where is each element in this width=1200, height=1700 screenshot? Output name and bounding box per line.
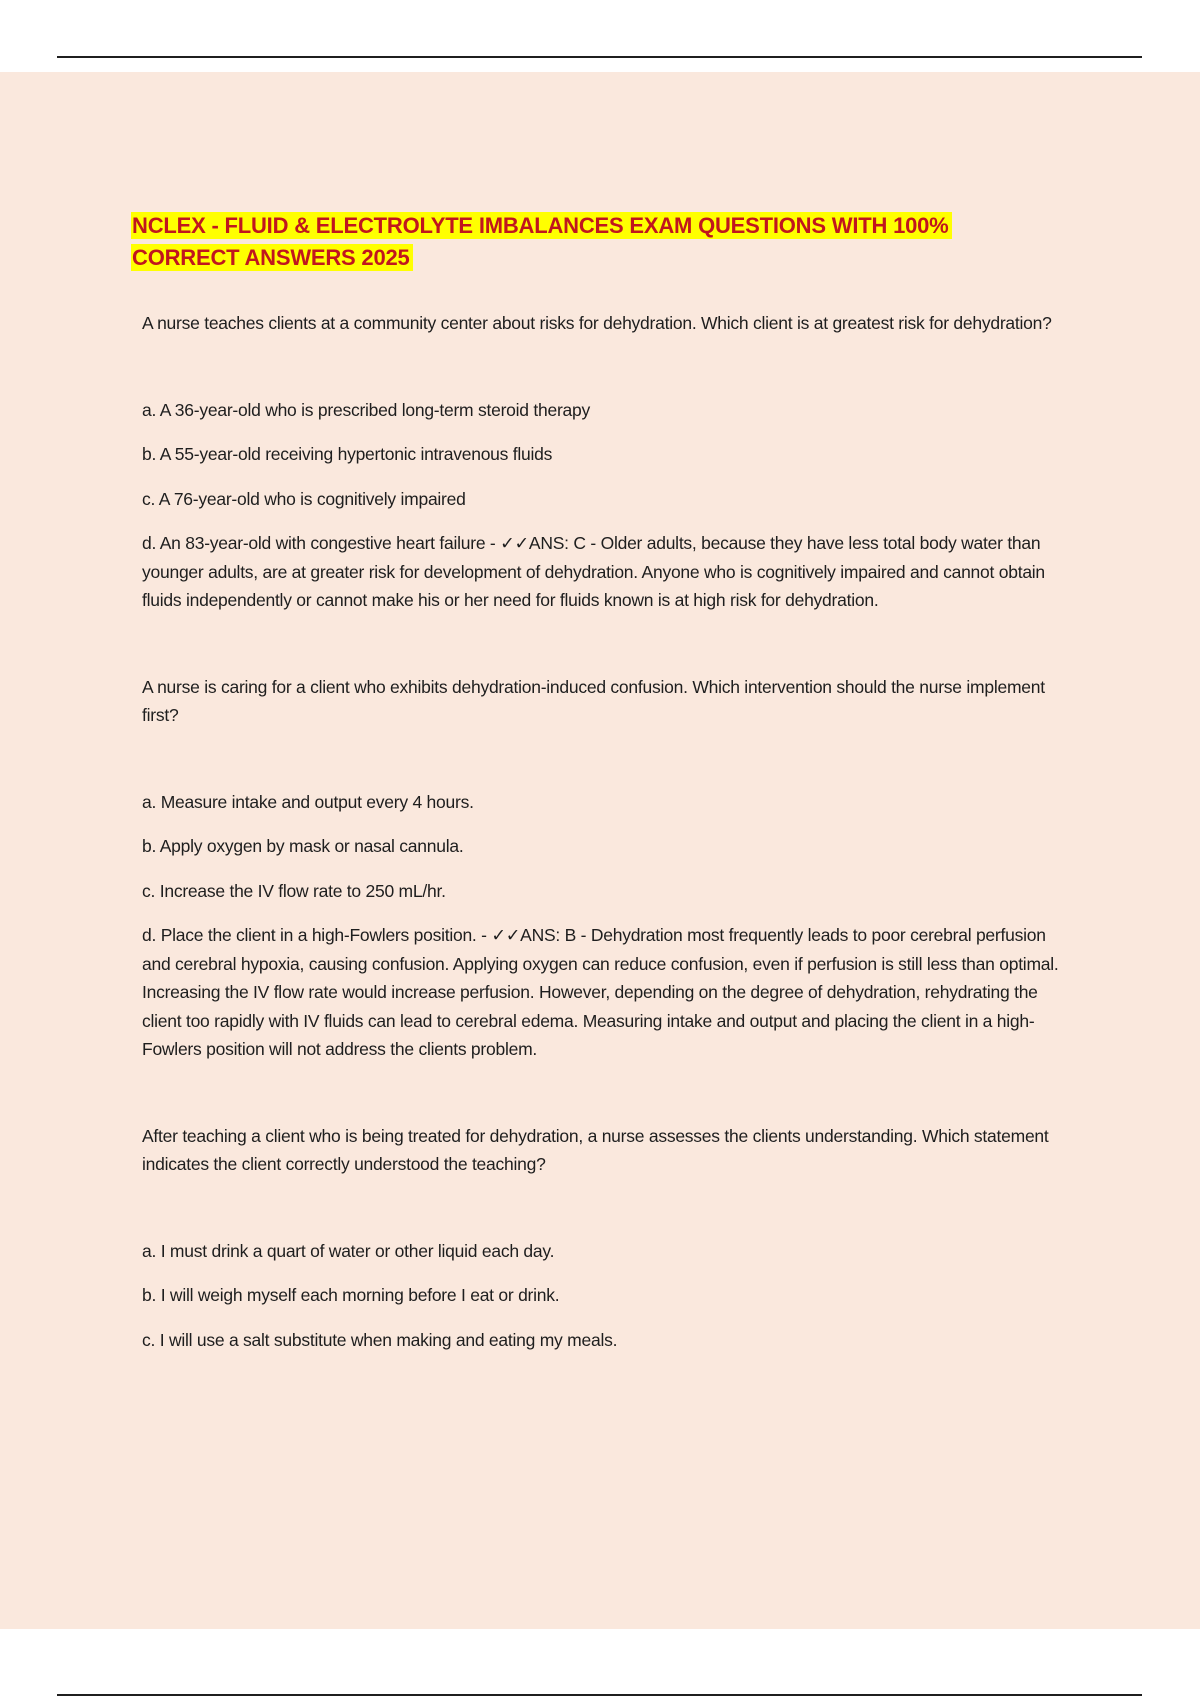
question-3-option-b: b. I will weigh myself each morning before I eat or drink. [142, 1285, 560, 1305]
question-block-3 [142, 1122, 1067, 1355]
question-1-option-b: b. A 55-year-old receiving hypertonic intravenous fluids [142, 444, 553, 464]
question-block-1 [142, 309, 1067, 615]
title-line-2: CORRECT ANSWERS 2025 [131, 244, 413, 271]
document-title [131, 210, 1031, 274]
question-1-option-d-answer: d. An 83-year-old with congestive heart failure - ✓✓ANS: C - Older adults, because they have less total body water than younger adults, are at greater risk for development of dehydration. Anyone who is cognitively impaired and cannot obtain fluids independently or cannot make his or her need for fluids known is at high risk for dehydration. [142, 533, 1045, 610]
question-2-option-b: b. Apply oxygen by mask or nasal cannula. [142, 836, 464, 856]
question-stem-1: A nurse teaches clients at a community center about risks for dehydration. Which client is at greatest risk for dehydration? [142, 313, 1052, 333]
question-1-option-c: c. A 76-year-old who is cognitively impaired [142, 488, 466, 509]
question-stem-3: After teaching a client who is being treated for dehydration, a nurse assesses the clients understanding. Which statement indicates the client correctly understood the teaching? [142, 1125, 1049, 1174]
question-1-option-a: a. A 36-year-old who is prescribed long-term steroid therapy [142, 399, 591, 420]
bottom-rule [57, 1694, 1142, 1696]
question-2-option-d-answer: d. Place the client in a high-Fowlers position. - ✓✓ANS: B - Dehydration most frequently leads to poor cerebral perfusion and cerebral hypoxia, causing confusion. Applying oxygen can reduce confusion, even if perfusion is still less than optimal. Increasing the IV flow rate would increase perfusion. However, depending on the degree of dehydration, rehydrating the client too rapidly with IV fluids can lead to cerebral edema. Measuring intake and output and placing the client in a high-Fowlers position will not address the clients problem. [142, 925, 1059, 1059]
question-2-option-a: a. Measure intake and output every 4 hours. [142, 791, 474, 812]
top-rule [57, 56, 1142, 58]
question-2-option-c: c. Increase the IV flow rate to 250 mL/hr. [142, 880, 446, 901]
title-line-1: NCLEX - FLUID & ELECTROLYTE IMBALANCES EXAM QUESTIONS WITH 100% [131, 212, 952, 239]
document-body [142, 309, 1067, 1370]
question-block-2 [142, 673, 1067, 1064]
question-3-option-a: a. I must drink a quart of water or other liquid each day. [142, 1240, 555, 1261]
question-3-option-c: c. I will use a salt substitute when making and eating my meals. [142, 1329, 618, 1350]
question-stem-2: A nurse is caring for a client who exhibits dehydration-induced confusion. Which intervention should the nurse implement first? [142, 676, 1045, 725]
